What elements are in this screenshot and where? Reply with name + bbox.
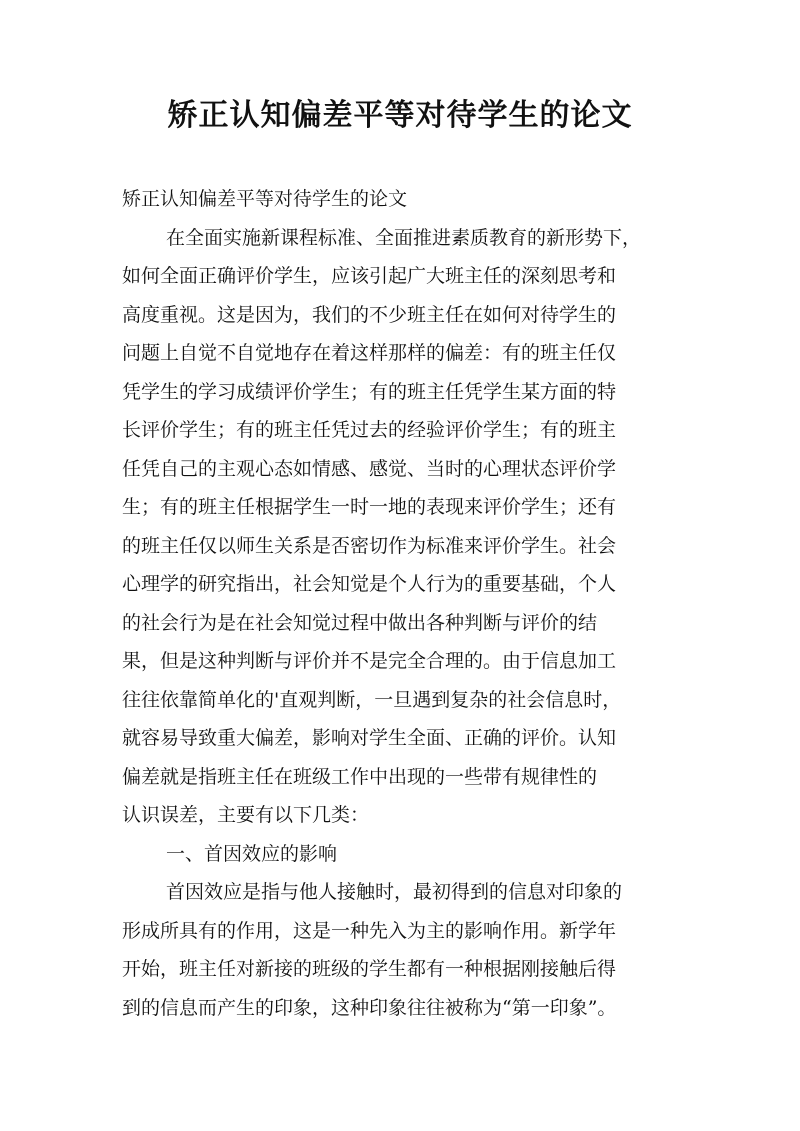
paragraph-line: 的班主任仅以师生关系是否密切作为标准来评价学生。社会 bbox=[122, 534, 617, 557]
paragraph-2 bbox=[122, 873, 687, 1027]
paragraph-line: 任凭自己的主观心态如情感、感觉、当时的心理状态评价学 bbox=[122, 457, 617, 480]
paragraph-line: 如何全面正确评价学生，应该引起广大班主任的深刻思考和 bbox=[122, 265, 617, 287]
paragraph-line: 在全面实施新课程标准、全面推进素质教育的新形势下， bbox=[166, 226, 642, 249]
paragraph-line: 就容易导致重大偏差，影响对学生全面、正确的评价。认知 bbox=[122, 727, 617, 749]
document-body bbox=[122, 180, 687, 1027]
paragraph-line: 的社会行为是在社会知觉过程中做出各种判断与评价的结 bbox=[122, 611, 598, 634]
paragraph-line: 果，但是这种判断与评价并不是完全合理的。由于信息加工 bbox=[122, 650, 617, 672]
document-title: 矫正认知偏差平等对待学生的论文 bbox=[167, 98, 633, 133]
paragraph-line: 心理学的研究指出，社会知觉是个人行为的重要基础，个人 bbox=[122, 573, 617, 595]
paragraph-line: 凭学生的学习成绩评价学生；有的班主任凭学生某方面的特 bbox=[122, 380, 617, 403]
paragraph-line: 形成所具有的作用，这是一种先入为主的影响作用。新学年 bbox=[122, 919, 617, 942]
paragraph-line: 问题上自觉不自觉地存在着这样那样的偏差：有的班主任仅 bbox=[122, 342, 617, 364]
paragraph-line: 到的信息而产生的印象，这种印象往往被称为“第一印象”。 bbox=[122, 996, 617, 1019]
paragraph-line: 认识误差，主要有以下几类： bbox=[122, 804, 370, 826]
paragraph-line: 高度重视。这是因为，我们的不少班主任在如何对待学生的 bbox=[122, 303, 617, 326]
section-heading: 一、首因效应的影响 bbox=[166, 842, 338, 865]
paragraph-1 bbox=[122, 219, 687, 835]
paragraph-line: 首因效应是指与他人接触时，最初得到的信息对印象的 bbox=[166, 881, 623, 903]
paragraph-line: 开始，班主任对新接的班级的学生都有一种根据刚接触后得 bbox=[122, 958, 617, 980]
paragraph-line: 生；有的班主任根据学生一时一地的表现来评价学生；还有 bbox=[122, 496, 617, 518]
document-subtitle: 矫正认知偏差平等对待学生的论文 bbox=[122, 188, 408, 210]
paragraph-line: 偏差就是指班主任在班级工作中出现的一些带有规律性的 bbox=[122, 765, 598, 788]
paragraph-line: 往往依靠简单化的'直观判断，一旦遇到复杂的社会信息时， bbox=[122, 688, 622, 711]
paragraph-line: 长评价学生；有的班主任凭过去的经验评价学生；有的班主 bbox=[122, 419, 617, 441]
